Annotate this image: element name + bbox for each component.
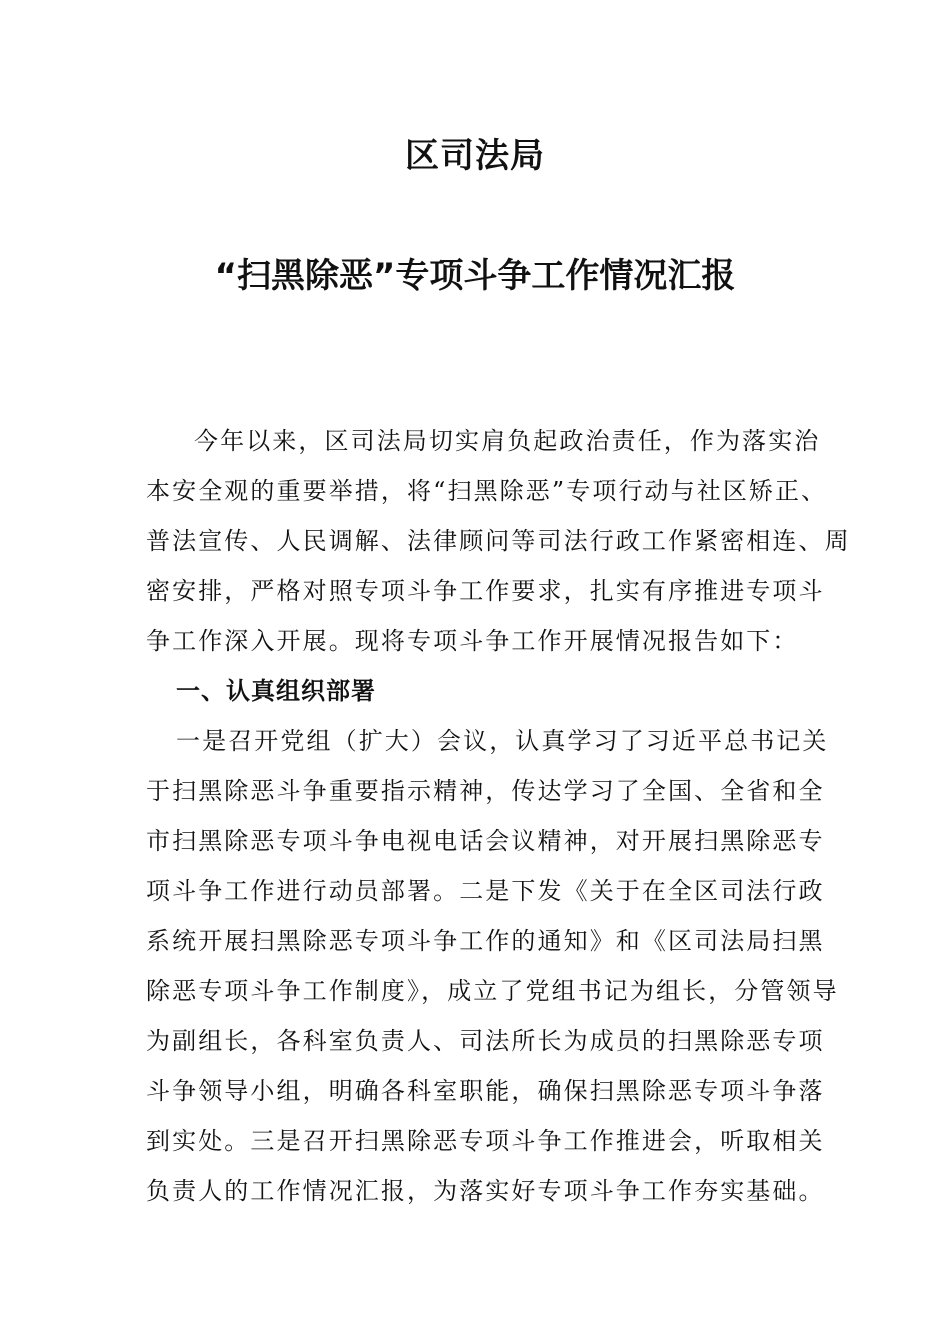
- intro-paragraph-line: 争工作深入开展。现将专项斗争工作开展情况报告如下：: [146, 627, 799, 655]
- section-paragraph-line: 市扫黑除恶专项斗争电视电话会议精神，对开展扫黑除恶专: [146, 827, 825, 855]
- section-paragraph-line: 项斗争工作进行动员部署。二是下发《关于在全区司法行政: [146, 877, 825, 905]
- document-title-organization: 区司法局: [405, 136, 545, 176]
- section-paragraph-line: 除恶专项斗争工作制度》，成立了党组书记为组长，分管领导: [146, 977, 839, 1005]
- section-paragraph-line: 到实处。三是召开扫黑除恶专项斗争工作推进会，听取相关: [146, 1127, 825, 1155]
- section-paragraph-line: 斗争领导小组，明确各科室职能，确保扫黑除恶专项斗争落: [146, 1077, 825, 1105]
- section-paragraph-line: 为副组长，各科室负责人、司法所长为成员的扫黑除恶专项: [146, 1027, 825, 1055]
- document-title-main: “扫黑除恶”专项斗争工作情况汇报: [214, 256, 736, 296]
- section-paragraph-line: 一是召开党组（扩大）会议，认真学习了习近平总书记关: [176, 727, 829, 755]
- intro-paragraph-line: 普法宣传、人民调解、法律顾问等司法行政工作紧密相连、周: [146, 527, 851, 555]
- section-paragraph-line: 系统开展扫黑除恶专项斗争工作的通知》和《区司法局扫黑: [146, 927, 825, 955]
- section-paragraph-line: 负责人的工作情况汇报，为落实好专项斗争工作夯实基础。: [146, 1177, 825, 1205]
- intro-paragraph-line: 今年以来，区司法局切实肩负起政治责任，作为落实治: [194, 427, 821, 455]
- intro-paragraph-line: 本安全观的重要举措，将“扫黑除恶”专项行动与社区矫正、: [146, 477, 828, 505]
- intro-paragraph-line: 密安排，严格对照专项斗争工作要求，扎实有序推进专项斗: [146, 577, 825, 605]
- section-heading: 一、认真组织部署: [176, 677, 376, 705]
- section-paragraph-line: 于扫黑除恶斗争重要指示精神，传达学习了全国、全省和全: [146, 777, 825, 805]
